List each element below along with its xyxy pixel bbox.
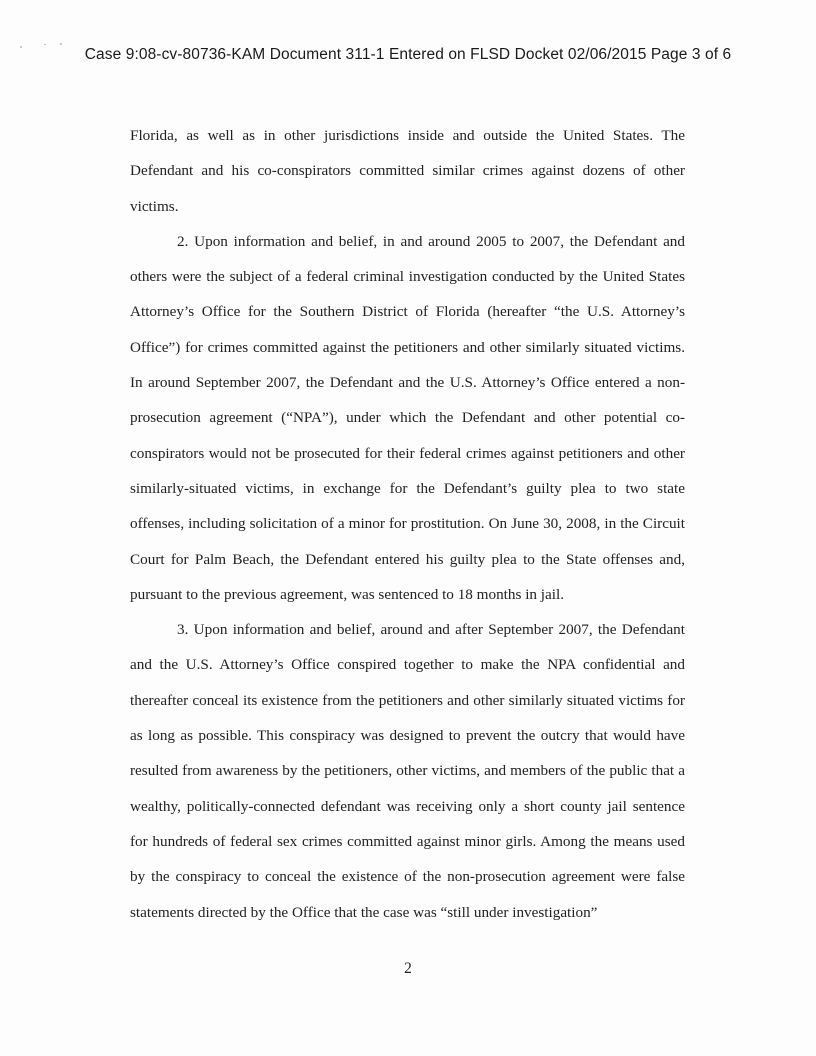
body-paragraph-2: 2. Upon information and belief, in and around 2005 to 2007, the Defendant and others were the subject of a federal criminal investigation conducted by the United States Attorney’s Office for the Southern District of Florida (hereafter “the U.S. Attorney’s Office”) for crimes committed against the petitioners and other similarly situated victims. In around September 2007, the Defendant and the U.S. Attorney’s Office entered a non-prosecution agreement (“NPA”), under which the Defendant and other potential co-conspirators would not be prosecuted for their federal crimes against petitioners and other similarly-situated victims, in exchange for the Defendant’s guilty plea to two state offenses, including solicitation of a minor for prostitution. On June 30, 2008, in the Circuit Court for Palm Beach, the Defendant entered his guilty plea to the State offenses and, pursuant to the previous agreement, was sentenced to 18 months in jail. (130, 232, 685, 603)
scan-speck (60, 43, 62, 45)
document-body (130, 118, 685, 930)
scan-speck (44, 44, 46, 45)
body-paragraph-3: 3. Upon information and belief, around and after September 2007, the Defendant and the U.S. Attorney’s Office conspired together to make the NPA confidential and thereafter conceal its existence from the petitioners and other similarly situated victims for as long as possible. This conspiracy was designed to prevent the outcry that would have resulted from awareness by the petitioners, other victims, and members of the public that a wealthy, politically-connected defendant was receiving only a short county jail sentence for hundreds of federal sex crimes committed against minor girls. Among the means used by the conspiracy to conceal the existence of the non-prosecution agreement were false statements directed by the Office that the case was “still under investigation” (130, 621, 685, 921)
docket-header: Case 9:08-cv-80736-KAM Document 311-1 Entered on FLSD Docket 02/06/2015 Page 3 of 6 (84, 46, 732, 63)
body-paragraph-continuation: Florida, as well as in other jurisdictions inside and outside the United States. The Defendant and his co-conspirators committed similar crimes against dozens of other victims. (130, 127, 685, 215)
page-number: 2 (404, 960, 412, 977)
